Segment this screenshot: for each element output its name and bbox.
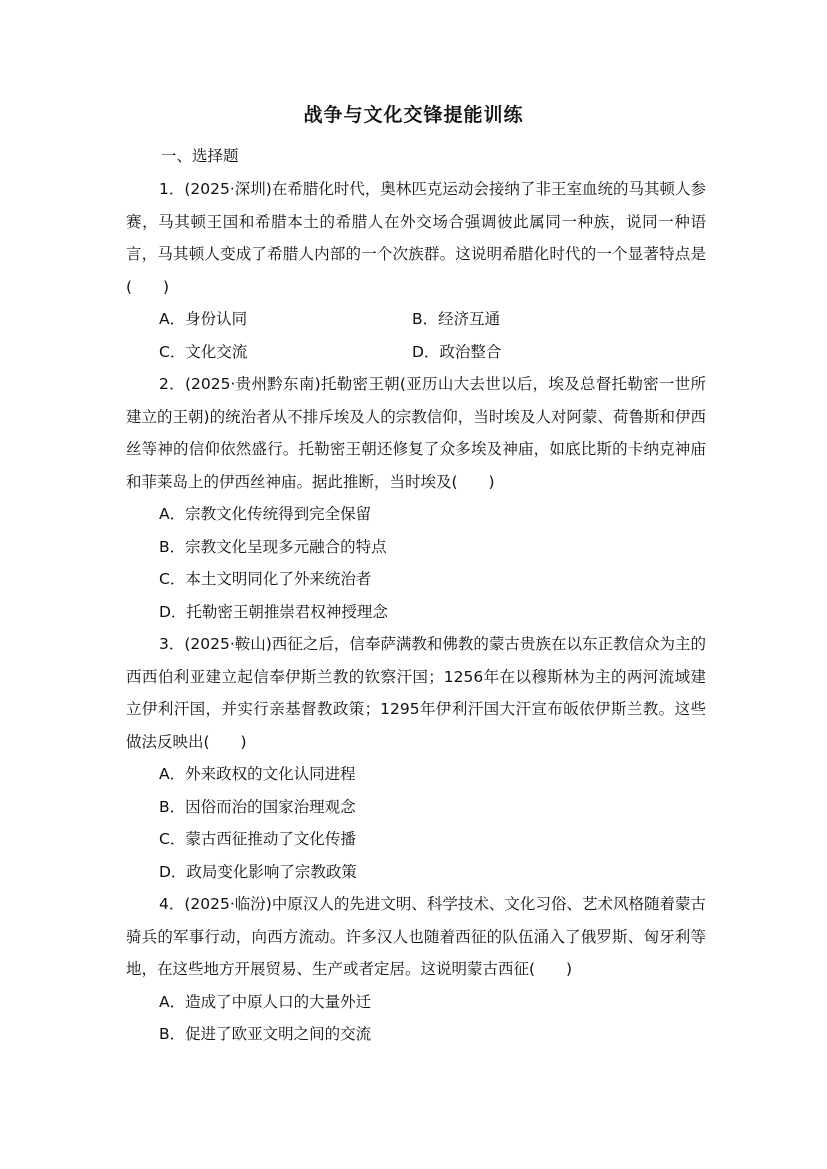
question-stem: 1．(2025·深圳)在希腊化时代，奥林匹克运动会接纳了非王室血统的马其顿人参赛，马其顿王国和希腊本土的希腊人在外交场合强调彼此属同一种族，说同一种语言，马其顿人变成了希腊人内部的一个次族群。这说明希腊化时代的一个显著特点是( )	[126, 180, 706, 296]
option-c: C．蒙古西征推动了文化传播	[159, 830, 356, 848]
option-a: A．外来政权的文化认同进程	[159, 765, 356, 783]
option-b: B．宗教文化呈现多元融合的特点	[159, 537, 387, 556]
question-3	[126, 628, 706, 888]
option-row	[159, 303, 706, 336]
question-list	[126, 173, 706, 1051]
question-stem: 2．(2025·贵州黔东南)托勒密王朝(亚历山大去世以后，埃及总督托勒密一世所建立的王朝)的统治者从不排斥埃及人的宗教信仰，当时埃及人对阿蒙、荷鲁斯和伊西丝等神的信仰依然盛行。托勒密王朝还修复了众多埃及神庙，如底比斯的卡纳克神庙和菲莱岛上的伊西丝神庙。据此推断，当时埃及( )	[126, 375, 706, 491]
option-a: A．造成了中原人口的大量外迁	[159, 992, 372, 1011]
question-stem: 4．(2025·临汾)中原汉人的先进文明、科学技术、文化习俗、艺术风格随着蒙古骑兵的军事行动，向西方流动。许多汉人也随着西征的队伍涌入了俄罗斯、匈牙利等地，在这些地方开展贸易、生产或者定居。这说明蒙古西征( )	[126, 895, 706, 978]
option-a: A．身份认同	[159, 310, 248, 328]
option-d: D．政治整合	[412, 342, 502, 361]
question-stem: 3．(2025·鞍山)西征之后，信奉萨满教和佛教的蒙古贵族在以东正教信众为主的西西伯利亚建立起信奉伊斯兰教的钦察汗国；1256年在以穆斯林为主的两河流域建立伊利汗国，并实行亲基督教政策；1295年伊利汗国大汗宣布皈依伊斯兰教。这些做法反映出( )	[126, 635, 706, 751]
page-title: 战争与文化交锋提能训练	[303, 104, 524, 126]
option-c: C．本土文明同化了外来统治者	[159, 570, 372, 588]
option-b: B．促进了欧亚文明之间的交流	[159, 1025, 372, 1043]
question-1	[126, 173, 706, 368]
option-d: D．托勒密王朝推崇君权神授理念	[159, 602, 388, 621]
question-2	[126, 368, 706, 628]
section-heading: 一、选择题	[161, 147, 239, 165]
option-c: C．文化交流	[159, 342, 248, 361]
option-b: B．因俗而治的国家治理观念	[159, 797, 356, 816]
option-row	[159, 336, 706, 369]
question-4	[126, 888, 706, 1051]
option-d: D．政局变化影响了宗教政策	[159, 862, 357, 881]
option-a: A．宗教文化传统得到完全保留	[159, 505, 372, 523]
option-b: B．经济互通	[412, 310, 501, 328]
